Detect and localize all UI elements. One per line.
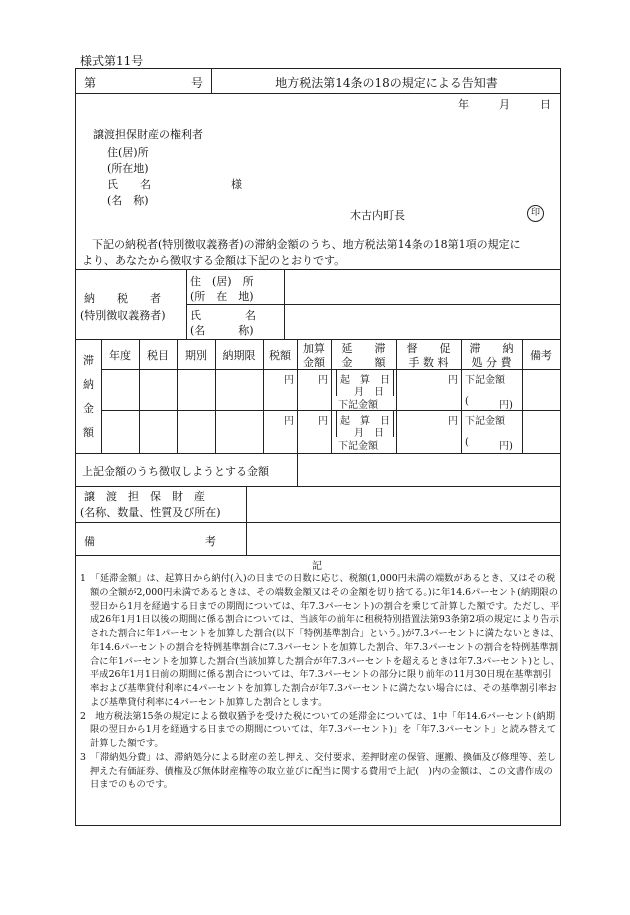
property-label: 譲 渡 担 保 財 産 bbox=[84, 490, 205, 503]
form-title: 地方税法第14条の18の規定による告知書 bbox=[275, 76, 498, 90]
date-day: 日 bbox=[540, 98, 551, 111]
col-delay-1: 延 滞 bbox=[341, 342, 386, 355]
row1-demand-yen: 円 bbox=[448, 375, 458, 386]
row2-month-day: 月 日 bbox=[354, 428, 384, 439]
arrears-side-3: 金 bbox=[83, 402, 94, 415]
addressee-address-label: 住(居)所 bbox=[107, 146, 149, 159]
row1-month-day: 月 日 bbox=[354, 387, 384, 398]
col-demand-1: 督 促 bbox=[406, 342, 451, 355]
taxpayer-address-alt: (所 在 地) bbox=[190, 290, 254, 303]
col-tax-item: 税目 bbox=[147, 349, 169, 362]
seal-icon: 印 bbox=[527, 205, 544, 222]
addressee-title: 譲渡担保財産の権利者 bbox=[93, 128, 203, 141]
col-disposal-2: 処 分 費 bbox=[471, 356, 512, 369]
explanatory-notes bbox=[80, 572, 560, 792]
row1-add-yen: 円 bbox=[318, 375, 328, 386]
form-number: 様式第11号 bbox=[80, 54, 144, 68]
row1-paren-close: 円) bbox=[499, 400, 513, 411]
note-2: 2 地方税法第15条の規定による徴収猶予を受けた税についての延滞金については、1中「年14.6パーセント(納期限の翌日から1月を経過する日までの期間については、年7.3パーセント)」を「年7.3パーセント」と読み替えて計算した額です。 bbox=[80, 710, 557, 749]
row2-paren-open: ( bbox=[465, 437, 469, 448]
row1-paren-open: ( bbox=[465, 396, 469, 407]
row2-start-date: 起 算 日 bbox=[340, 416, 390, 427]
col-add-1: 加算 bbox=[303, 342, 325, 355]
row2-tax-yen: 円 bbox=[284, 416, 294, 427]
document-number bbox=[76, 69, 212, 93]
arrears-side-2: 納 bbox=[83, 378, 94, 391]
arrears-side-4: 額 bbox=[83, 426, 94, 439]
date-year: 年 bbox=[458, 98, 469, 111]
taxpayer-address-label: 住 (居) 所 bbox=[190, 275, 254, 288]
remarks-label: 備 考 bbox=[84, 535, 216, 548]
row1-see-below: 下記金額 bbox=[338, 400, 378, 411]
col-due: 納期限 bbox=[222, 349, 256, 362]
sender-name: 木古内町長 bbox=[350, 209, 405, 222]
row1-disposal-see-below: 下記金額 bbox=[465, 375, 505, 386]
row2-see-below: 下記金額 bbox=[338, 441, 378, 452]
intro-line-2: より、あなたから徴収する金額は下記のとおりです。 bbox=[82, 254, 346, 267]
taxpayer-name-alt: (名 称) bbox=[190, 324, 254, 337]
arrears-side-1: 滞 bbox=[83, 354, 94, 367]
row2-demand-yen: 円 bbox=[448, 416, 458, 427]
row2-disposal-see-below: 下記金額 bbox=[465, 416, 505, 427]
note-1: 1 「延滞金額」は、起算日から納付(入)の日までの日数に応じ、税額(1,000円未満の端数があるとき、又はその税額の全額が2,000円未満であるときは、その端数金額又はその金額を切り捨てる。)に年14.6パーセント(納期限の翌日から1月を経過する日までの期間については、年7.3パーセント)の割合を乗じて計算した額です。ただし、平成26年1月1日以後の期間に係る割合については、当該年の前年に租税特別措置法第93条第2項の規定により告示された割合に年1パーセントを加算した割合(以下「特例基準割合」という。)が7.3パーセントに満たないときは、年14.6パーセントの割合を特例基準割合に7.3パーセントを加算した割合、年7.3パーセントの割合を特例基準割合に年1パーセントを加算した割合(当該加算した割合が年7.3パーセントを超えるときは年7.3パーセント)とし、平成26年1月1日前の期間に係る割合については、年7.3パーセントの部分に限り前年の11月30日現在基準割引率および基準貸付利率に4パーセントを加算した割合が年7.3パーセントに満たない場合には、その基準割引率および基準貸付利率に4パーセント加算した割合とします。 bbox=[80, 573, 560, 708]
intro-line-1: 下記の納税者(特別徴収義務者)の滞納金額のうち、地方税法第14条の18第1項の規定に bbox=[92, 238, 521, 251]
date-month: 月 bbox=[499, 98, 510, 111]
col-delay-2: 金 額 bbox=[341, 356, 386, 369]
col-year: 年度 bbox=[109, 349, 131, 362]
row2-paren-close: 円) bbox=[499, 441, 513, 452]
honorific: 様 bbox=[231, 178, 242, 191]
col-disposal-1: 滞 納 bbox=[469, 342, 514, 355]
taxpayer-name-label: 氏 名 bbox=[190, 309, 256, 322]
collect-amount-label: 上記金額のうち徴収しようとする金額 bbox=[82, 465, 269, 478]
col-tax-amount: 税額 bbox=[269, 349, 291, 362]
form-header bbox=[76, 69, 560, 94]
col-add-2: 金額 bbox=[303, 356, 325, 369]
addressee-name-label: 氏 名 bbox=[107, 178, 151, 191]
number-prefix: 第 bbox=[84, 76, 97, 90]
col-period: 期別 bbox=[185, 349, 207, 362]
col-remarks: 備考 bbox=[530, 349, 552, 362]
addressee-address-alt: (所在地) bbox=[107, 162, 149, 175]
row1-start-date: 起 算 日 bbox=[340, 375, 390, 386]
number-suffix: 号 bbox=[190, 76, 203, 90]
taxpayer-label-alt: (特別徴収義務者) bbox=[80, 309, 166, 322]
col-demand-2: 手 数 料 bbox=[408, 356, 449, 369]
ki-label: 記 bbox=[312, 561, 322, 572]
note-3: 3 「滞納処分費」は、滞納処分による財産の差し押え、交付要求、差押財産の保管、運搬、換価及び修理等、差し押えた有価証券、債権及び無体財産権等の取立並びに配当に関する費用で上記( )内の金額は、この文書作成の日までのものです。 bbox=[80, 751, 556, 791]
row2-add-yen: 円 bbox=[318, 416, 328, 427]
addressee-name-alt: (名 称) bbox=[107, 194, 149, 207]
taxpayer-label: 納 税 者 bbox=[84, 292, 161, 305]
row1-tax-yen: 円 bbox=[284, 375, 294, 386]
property-label-alt: (名称、数量、性質及び所在) bbox=[80, 506, 221, 519]
